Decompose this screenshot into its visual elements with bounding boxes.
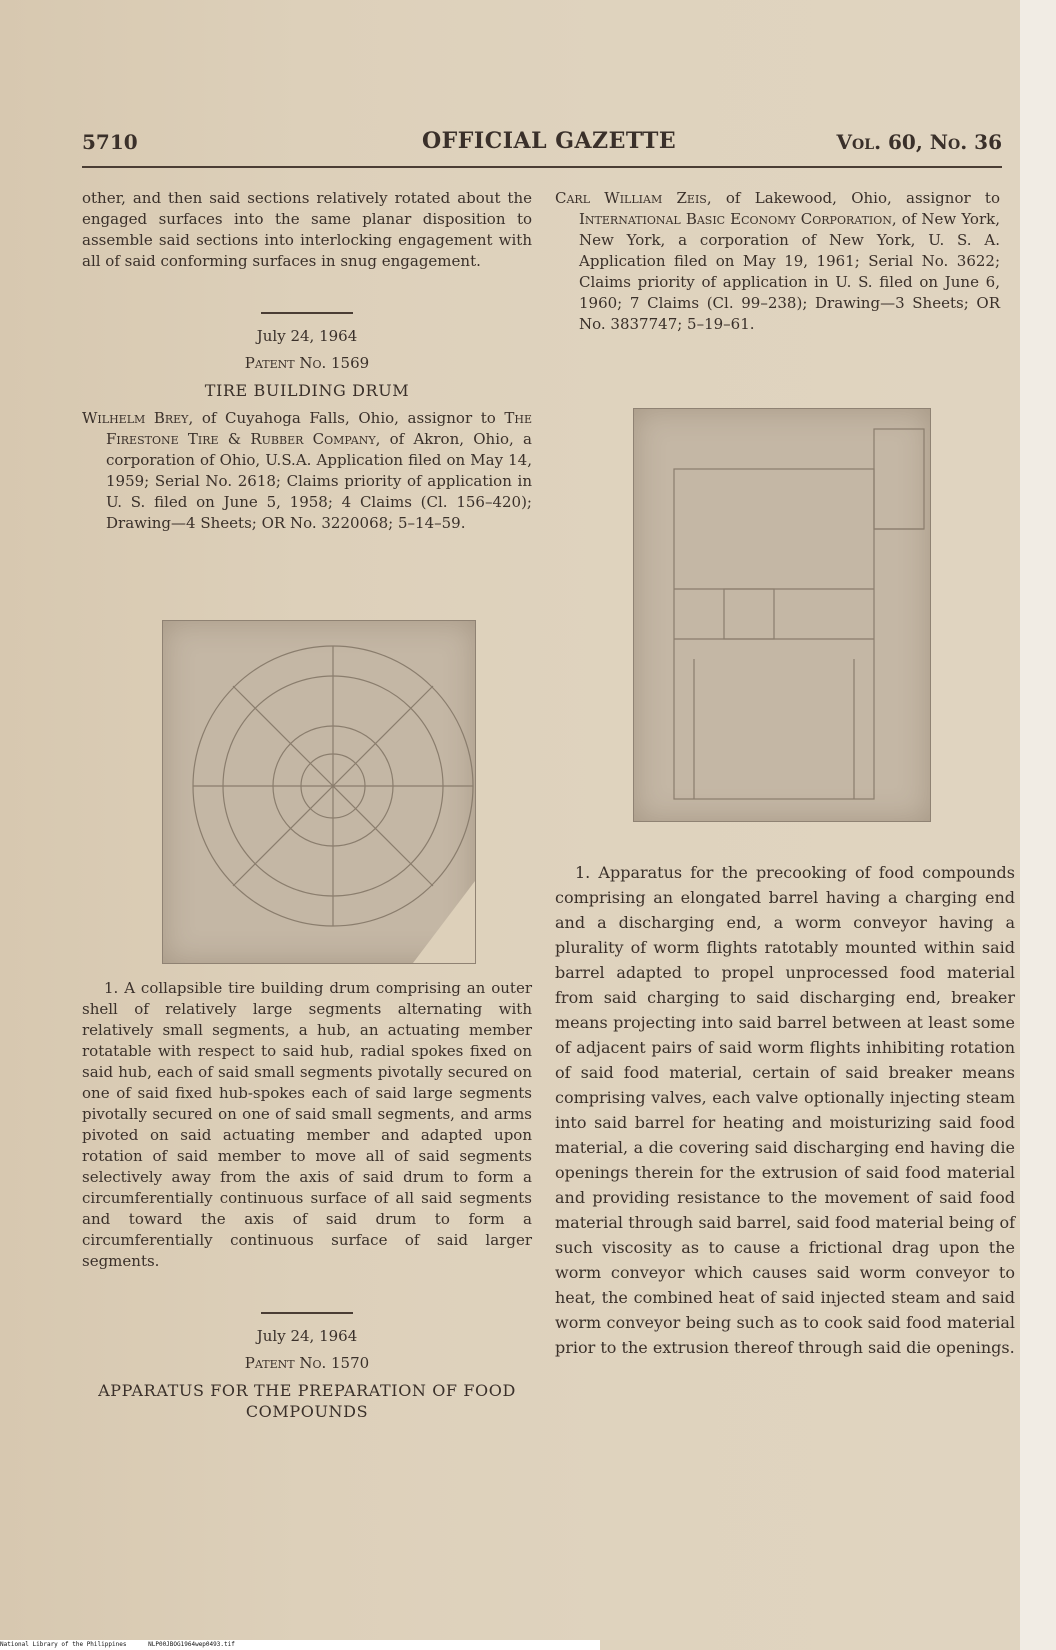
claim-text: 1. Apparatus for the precooking of food compounds comprising an elongated barrel having a charging end and a discharging end, a worm conveyor having a plurality of worm flights ratotably mounted within said barrel adapted to propel unprocessed food material from said charging to said discharging end, breaker means projecting into said barrel between at least some of adjacent pairs of said worm flights inhibiting rotation of said food material, certain of said breaker means comprising valves, each valve optionally injecting steam into said barrel for heating and moisturizing said food material, a die covering said discharging end having die openings therein for the extrusion of said food material and providing resistance to the movement of said food material through said barrel, said food material being of such viscosity as to cause a frictional drag upon the worm conveyor which causes said worm conveyor to heat, the combined heat of said injected steam and said worm conveyor being such as to cook said food material prior to the extrusion thereof through said die openings.: [555, 863, 1015, 1357]
volume-number: Vol. 60, No. 36: [836, 130, 1002, 154]
entry-1569-details: [82, 408, 532, 534]
entry-1570-patent-number: Patent No. 1570: [244, 1354, 370, 1372]
entry-1569-header: [82, 312, 532, 401]
header-rule: [82, 166, 1002, 168]
inventor-text: , of Cuyahoga Falls, Ohio, assignor to: [188, 409, 505, 427]
assignee-name: The Firestone Tire & Rubber Company: [106, 409, 533, 448]
entry-1570-header: [82, 1312, 532, 1422]
left-column: [82, 188, 532, 272]
inventor-name: Wilhelm Brey: [82, 409, 189, 427]
entry-1569-claim: [82, 978, 532, 1272]
entry-1570-details: [555, 188, 1000, 335]
application-details: , of New York, New York, a corporation of New York, U. S. A. Application filed on May 19, 1961; Serial No. 3622; Claims priority of application in U. S. filed on June 6, 1960; 7 Claims (Cl. 99–238); Drawing—3 Sheets; OR No. 3837747; 5–19–61.: [579, 210, 1000, 333]
claim-text: 1. A collapsible tire building drum comprising an outer shell of relatively large segments alternating with relatively small segments, a hub, an actuating member rotatable with respect to said hub, radial spokes fixed on said hub, each of said small segments pivotally secured on one of said fixed hub-spokes each of said large segments pivotally secured on one of said small segments, and arms pivoted on said actuating member and adapted upon rotation of said member to move all of said segments selectively away from the axis of said drum to form a circumferentially continuous surface of all said segments and toward the axis of said drum to form a circumferentially continuous surface of said larger segments.: [82, 979, 532, 1270]
inventor-name: Carl William Zeis: [555, 189, 707, 207]
scan-edge: [1020, 0, 1056, 1650]
application-details: , of Akron, Ohio, a corporation of Ohio, U.S.A. Application filed on May 14, 1959; Serial No. 2618; Claims priority of application in U. S. filed on June 5, 1958; 4 Claims (Cl. 156–420); Drawing—4 Sheets; OR No. 3220068; 5–14–59.: [106, 430, 532, 532]
scan-footer: [0, 1640, 600, 1650]
inventor-text: , of Lakewood, Ohio, assignor to: [706, 189, 1000, 207]
patent-drawing-tire-drum: [162, 620, 476, 964]
entry-1569-title: TIRE BUILDING DRUM: [204, 381, 410, 400]
continuation-text: other, and then said sections relatively rotated about the engaged surfaces into the same planar disposition to assemble said sections into interlocking engagement with all of said conforming surfaces in snug engagement.: [82, 189, 532, 270]
entry-1569-patent-number: Patent No. 1569: [244, 354, 370, 372]
section-divider: [261, 312, 353, 314]
library-name: National Library of the Philippines: [0, 1641, 127, 1648]
gazette-title: OFFICIAL GAZETTE: [422, 128, 677, 154]
page-header: [82, 130, 1002, 164]
assignee-name: International Basic Economy Corporation: [579, 210, 892, 228]
file-name: NLP00JBOG1964wep0493.tif: [148, 1641, 235, 1648]
page-number: 5710: [82, 130, 138, 154]
entry-1570-claim: [555, 860, 1015, 1360]
entry-1570-date: July 24, 1964: [256, 1327, 358, 1345]
section-divider: [261, 1312, 353, 1314]
entry-1570-title: APPARATUS FOR THE PREPARATION OF FOOD COMPOUNDS: [98, 1381, 516, 1421]
patent-drawing-food-apparatus: [633, 408, 931, 822]
entry-1569-date: July 24, 1964: [256, 327, 358, 345]
